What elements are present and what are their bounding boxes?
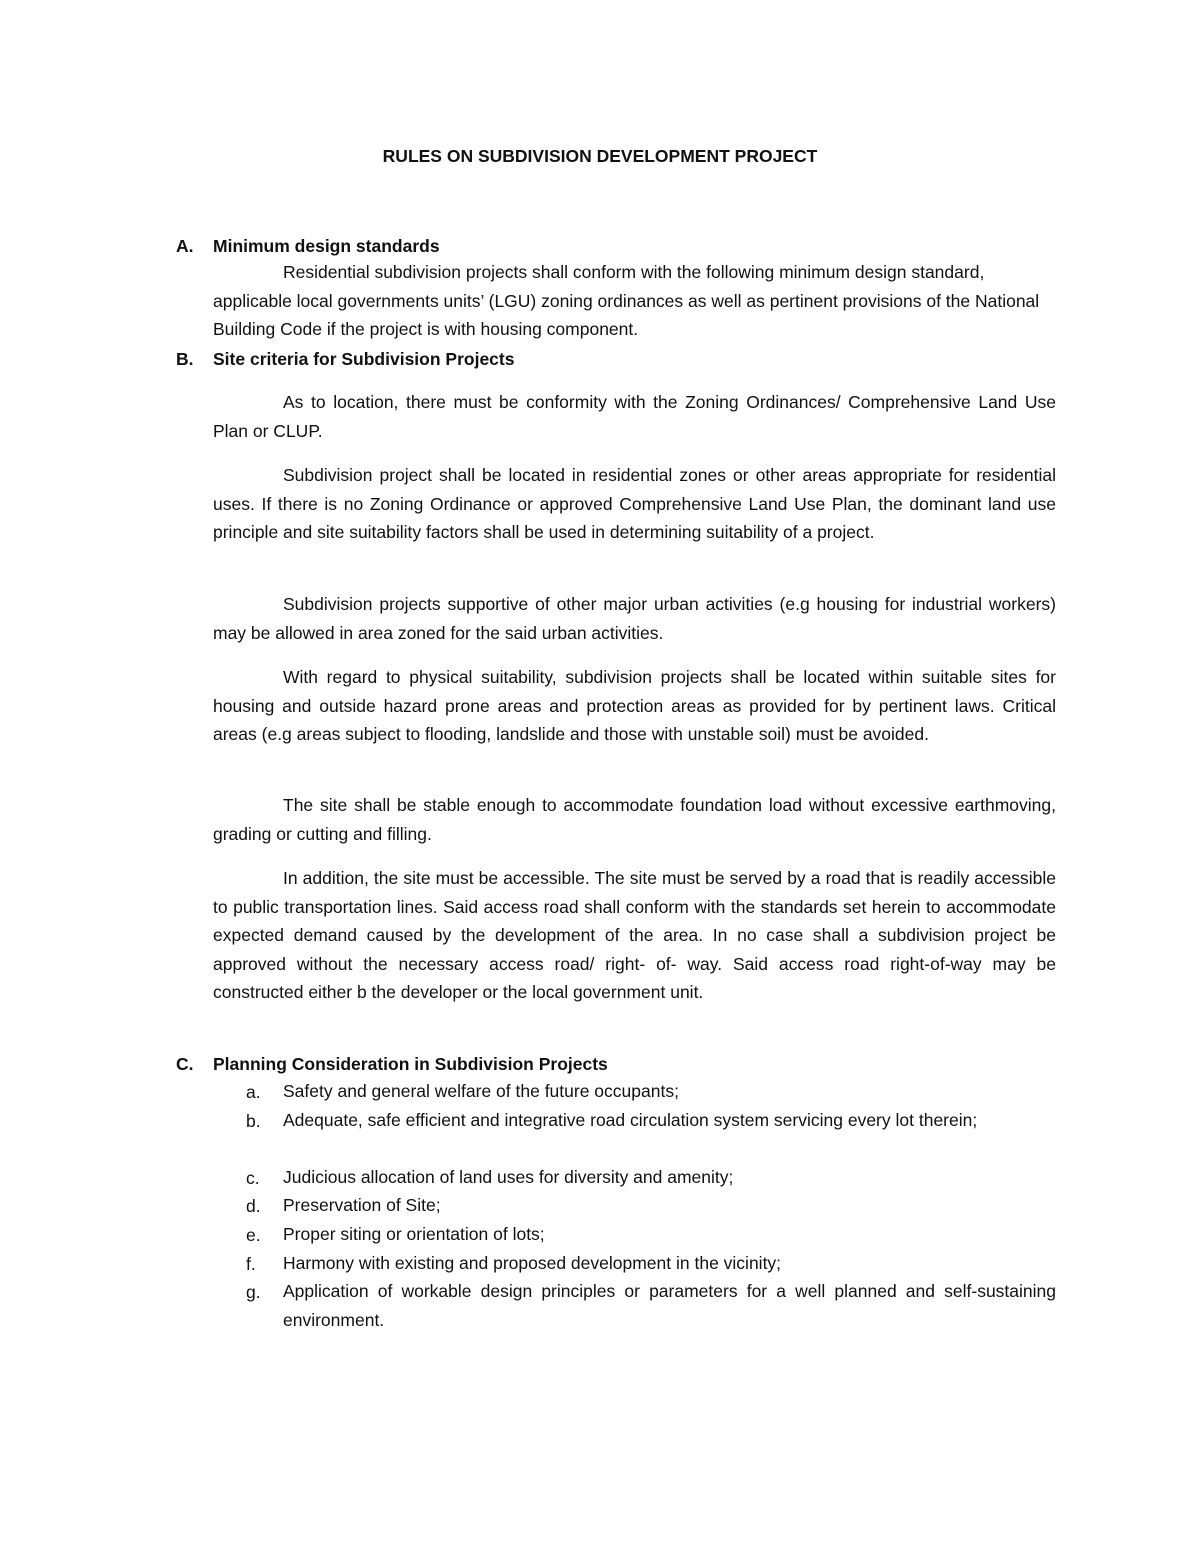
section-b-paragraph	[213, 663, 1056, 749]
section-b-letter: B.	[176, 349, 194, 369]
list-item-text: Judicious allocation of land uses for diversity and amenity;	[283, 1167, 734, 1187]
list-item-letter: a.	[246, 1082, 261, 1102]
section-b-paragraph-text: In addition, the site must be accessible. The site must be served by a road that is readily accessible to public transportation lines. Said access road shall conform with the standards set herein to accommodate expected demand caused by the development of the area. In no case shall a subdivision project be approved without the necessary access road/ right- of- way. Said access road right-of-way may be constructed either b the developer or the local government unit.	[213, 868, 1056, 1003]
section-a-letter: A.	[176, 236, 194, 256]
section-b-paragraph	[213, 864, 1056, 1007]
section-a-heading: Minimum design standards	[213, 236, 440, 256]
list-item-letter: f.	[246, 1254, 256, 1274]
list-item-letter: d.	[246, 1196, 261, 1216]
section-b-heading: Site criteria for Subdivision Projects	[213, 349, 515, 369]
section-a-paragraph	[213, 258, 1056, 344]
document-title: RULES ON SUBDIVISION DEVELOPMENT PROJECT	[382, 146, 818, 166]
list-item-text: Preservation of Site;	[283, 1195, 441, 1215]
section-b-paragraph-text: As to location, there must be conformity with the Zoning Ordinances/ Comprehensive Land Use Plan or CLUP.	[213, 392, 1056, 441]
section-b-paragraph	[213, 461, 1056, 547]
section-b-paragraph	[213, 791, 1056, 848]
section-b-paragraph-text: Subdivision projects supportive of other major urban activities (e.g housing for industrial workers) may be allowed in area zoned for the said urban activities.	[213, 594, 1056, 643]
list-item-letter: g.	[246, 1282, 261, 1302]
list-item-text: Application of workable design principles or parameters for a well planned and self-sustaining environment.	[283, 1281, 1056, 1330]
list-item-letter: c.	[246, 1168, 260, 1188]
list-item-letter: b.	[246, 1111, 261, 1131]
section-b-paragraph-text: The site shall be stable enough to accommodate foundation load without excessive earthmoving, grading or cutting and filling.	[213, 795, 1056, 844]
section-b-paragraph	[213, 388, 1056, 445]
list-item-text: Safety and general welfare of the future occupants;	[283, 1081, 679, 1101]
list-item-letter: e.	[246, 1225, 261, 1245]
section-b-paragraph-text: Subdivision project shall be located in residential zones or other areas appropriate for residential uses. If there is no Zoning Ordinance or approved Comprehensive Land Use Plan, the dominant land use principle and site suitability factors shall be used in determining suitability of a project.	[213, 465, 1056, 543]
section-b-paragraph	[213, 590, 1056, 647]
list-item-text: Adequate, safe efficient and integrative road circulation system servicing every lot therein;	[283, 1110, 978, 1130]
section-c-letter: C.	[176, 1054, 194, 1074]
section-c-heading: Planning Consideration in Subdivision Projects	[213, 1054, 608, 1074]
section-b-paragraph-text: With regard to physical suitability, subdivision projects shall be located within suitable sites for housing and outside hazard prone areas and protection areas as provided for by pertinent laws. Critical areas (e.g areas subject to flooding, landslide and those with unstable soil) must be avoided.	[213, 667, 1056, 745]
section-a-paragraph-text: Residential subdivision projects shall conform with the following minimum design standard, applicable local governments units’ (LGU) zoning ordinances as well as pertinent provisions of the National Building Code if the project is with housing component.	[213, 262, 1040, 340]
list-item-text: Proper siting or orientation of lots;	[283, 1224, 545, 1244]
list-item-text: Harmony with existing and proposed development in the vicinity;	[283, 1253, 782, 1273]
